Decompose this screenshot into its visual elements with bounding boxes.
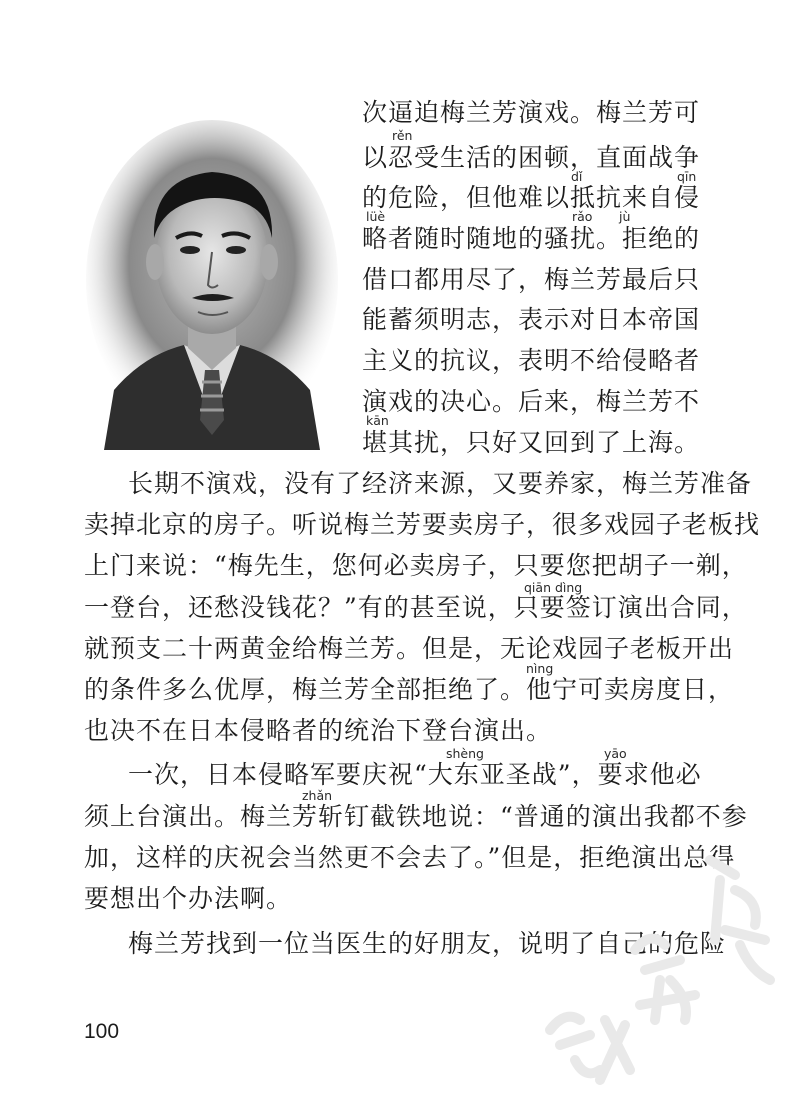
pinyin-annotation: qiān dìng [524,580,583,595]
pinyin-annotation: rǎo [572,209,593,224]
pinyin-annotation: zhǎn [302,788,333,803]
pinyin-annotation: rěn [392,128,413,143]
pinyin-annotation: qīn [677,169,697,184]
watermark-logo [520,830,780,1100]
text-line: 主义的抗议，表明不给侵略者 [362,346,701,375]
pinyin-annotation: nìng [526,661,554,676]
text-line: 略者随时随地的骚扰。拒绝的 [362,224,701,253]
text-line: 的条件多么优厚，梅兰芳全部拒绝了。他宁可卖房度日， [84,675,735,704]
text-line: 加，这样的庆祝会当然更不会去了。”但是，拒绝演出总得 [84,843,736,872]
text-line: 也决不在日本侵略者的统治下登台演出。 [84,716,553,745]
text-line: 长期不演戏，没有了经济来源，又要养家，梅兰芳准备 [128,469,753,498]
text-line: 借口都用尽了，梅兰芳最后只 [362,265,701,294]
text-line: 卖掉北京的房子。听说梅兰芳要卖房子，很多戏园子老板找 [84,510,761,539]
pinyin-annotation: dǐ [571,169,583,184]
text-line: 上门来说：“梅先生，您何必卖房子，只要您把胡子一剃， [84,551,748,580]
text-line: 以忍受生活的困顿，直面战争 [362,143,701,172]
text-line: 的危险，但他难以抵抗来自侵 [362,183,701,212]
pinyin-annotation: yāo [604,746,627,761]
text-line: 梅兰芳找到一位当医生的好朋友，说明了自己的危险 [128,929,727,958]
text-line: 堪其扰，只好又回到了上海。 [362,428,701,457]
page-number: 100 [84,1020,120,1043]
portrait-illustration [84,120,340,450]
pinyin-annotation: lüè [366,209,386,224]
text-line: 能蓄须明志，表示对日本帝国 [362,305,701,334]
pinyin-annotation: jù [619,209,631,224]
text-line: 就预支二十两黄金给梅兰芳。但是，无论戏园子老板开出 [84,634,735,663]
text-line: 次逼迫梅兰芳演戏。梅兰芳可 [362,98,701,127]
text-line: 一登台，还愁没钱花？”有的甚至说，只要签订演出合同， [84,593,748,622]
text-line: 须上台演出。梅兰芳斩钉截铁地说：“普通的演出我都不参 [84,802,748,831]
text-line: 一次，日本侵略军要庆祝“大东亚圣战”，要求他必 [128,760,702,789]
pinyin-annotation: kān [366,413,389,428]
text-line: 演戏的决心。后来，梅兰芳不 [362,387,701,416]
text-line: 要想出个办法啊。 [84,884,293,913]
pinyin-annotation: shèng [446,746,484,761]
